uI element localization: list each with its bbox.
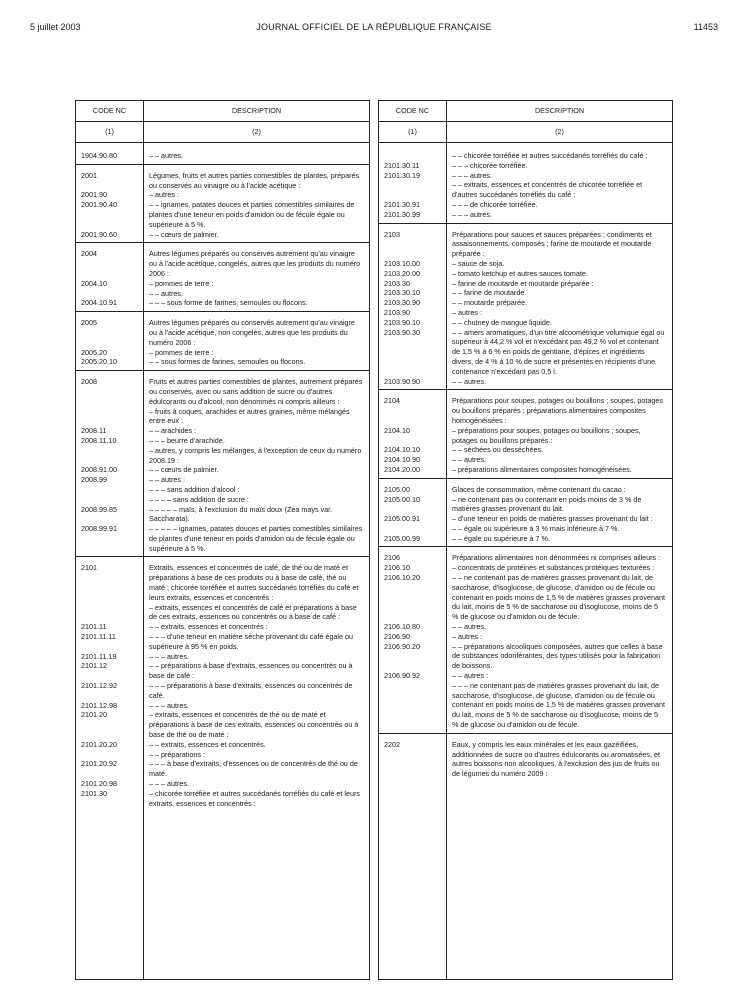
nc-code xyxy=(76,289,141,299)
nc-code: 2101.12.98 xyxy=(81,700,117,710)
col-number-description: (2) xyxy=(252,127,261,136)
description-text: – tomato ketchup et autres sauces tomate. xyxy=(452,268,588,278)
table-row xyxy=(379,279,672,289)
description-text: – – – beurre d'arachide. xyxy=(149,435,225,445)
table-row xyxy=(76,318,369,347)
table-row xyxy=(76,151,369,161)
table-entry xyxy=(76,370,369,556)
header-title: JOURNAL OFFICIEL DE LA RÉPUBLIQUE FRANÇAISE xyxy=(256,22,492,32)
table-row xyxy=(76,426,369,436)
nc-code: 2105.00.91 xyxy=(384,514,420,524)
description-text: – – ne contenant pas de matières grasses provenant du lait, de saccharose, d'isoglucose, de glucose, d'amidon ou de fécule ou contenant en poids moins de 1,5 % de matières grasses provenant du lait, moins de 5 % de saccharose ou d'isoglucose, moins de 5 % de glucose ou d'amidon ou de fécule. xyxy=(452,573,665,622)
description-text: – – séchées ou desséchées. xyxy=(452,445,544,455)
table-row xyxy=(379,740,672,779)
description-text: – – autres. xyxy=(149,151,183,160)
table-row xyxy=(76,661,369,681)
table-number-row xyxy=(76,122,369,143)
nc-code: 2005.20 xyxy=(81,347,107,357)
table-row xyxy=(379,288,672,298)
description-text: – – cœurs de palmier. xyxy=(149,465,219,475)
table-entry xyxy=(379,145,672,223)
table-row xyxy=(76,357,369,367)
table-row xyxy=(76,789,369,809)
page-header xyxy=(30,22,718,36)
description-text: – – extraits, essences et concentrés : xyxy=(149,622,268,632)
description-text: – fruits à coques, arachides et autres graines, même mélangés entre eux : xyxy=(149,406,350,426)
table-row xyxy=(76,622,369,632)
nc-code: 2202 xyxy=(384,739,400,749)
description-text: – – – autres. xyxy=(149,651,189,661)
table-row xyxy=(379,396,672,425)
table-row xyxy=(76,563,369,602)
table-row xyxy=(379,171,672,181)
nc-code xyxy=(379,524,444,534)
nc-code: 2101.30.11 xyxy=(384,160,420,170)
table-entry xyxy=(76,145,369,164)
table-row xyxy=(379,622,672,632)
description-text: – – – préparations à base d'extraits, essences ou concentrés de café. xyxy=(149,681,353,700)
description-text: – – amers aromatiques, d'un titre alcoométrique volumique égal ou supérieur à 44,2 % vol et n'excédant pas 49,2 % vol et contenant de 1,5 % à 6 % en poids de gentiane, d'épices et ingrédients divers, de 4 % à 10 % de sucre et présentés en récipients d'une contenance n'excédant pas 0,5 l. xyxy=(452,327,665,376)
table-entry xyxy=(379,478,672,547)
description-text: – concentrats de protéines et substances protéiques texturées : xyxy=(452,563,655,573)
description-text: Eaux, y compris les eaux minérales et les eaux gazéifiées, additionnées de sucre ou d'autres édulcorants ou aromatisées, et autres boissons non alcooliques, à l'exclusion des jus de fruits ou de légumes du numéro 2009 : xyxy=(452,739,660,779)
nc-code: 2101.11 xyxy=(81,622,107,632)
table-entry xyxy=(379,389,672,477)
nc-code: 2101.12.92 xyxy=(81,681,117,691)
table-row xyxy=(379,485,672,495)
table-row xyxy=(76,632,369,652)
description-text: – – – – – maïs, à l'exclusion du maïs doux (Zea mays var. Saccharata). xyxy=(149,504,333,524)
table-row xyxy=(379,151,672,161)
nc-code: 2101.20 xyxy=(81,710,107,720)
table-row xyxy=(379,259,672,269)
nc-code: 2004.10.91 xyxy=(81,298,117,308)
description-text: – – – chicorée torréfiée. xyxy=(452,160,528,170)
table-row xyxy=(76,495,369,505)
col-header-code: CODE NC xyxy=(92,106,127,115)
col-number-code: (1) xyxy=(408,127,417,136)
description-text: – – – sans addition d'alcool : xyxy=(149,484,240,494)
description-text: Légumes, fruits et autres parties comestibles de plantes, préparés ou conservés au vinaigre ou à l'acide acétique : xyxy=(149,170,360,190)
description-text: – – autres. xyxy=(149,288,183,298)
description-text: – farine de moutarde et moutarde préparée : xyxy=(452,278,594,288)
nc-code: 2104 xyxy=(384,396,400,406)
nc-code: 2008.99.85 xyxy=(81,504,117,514)
nc-code: 2104.20.00 xyxy=(384,464,420,474)
nc-code: 2001.90 xyxy=(81,190,107,200)
header-page-number: 11453 xyxy=(693,22,718,32)
table-row xyxy=(76,465,369,475)
description-text: – – préparations alcooliques composées, autres que celles à base de substances odoriférantes, des types utilisés pour la fabrication de boissons. xyxy=(452,641,663,671)
description-text: – – autres. xyxy=(452,376,486,386)
col-header-description: DESCRIPTION xyxy=(534,106,585,115)
nc-code xyxy=(379,151,444,161)
nc-code: 2005.20.10 xyxy=(81,357,117,367)
description-text: – autres : xyxy=(452,631,482,641)
description-text: – – égale ou supérieure à 3 % mais inférieure à 7 %. xyxy=(452,523,620,533)
col-header-code: CODE NC xyxy=(395,106,430,115)
nc-code: 2103.20.00 xyxy=(384,268,420,278)
description-text: – – – sous forme de farines, semoules ou flocons. xyxy=(149,298,308,308)
description-text: – extraits, essences et concentrés de café et préparations à base de ces extraits, essences ou concentrés ou à base de café : xyxy=(149,602,357,622)
description-text: – – préparations : xyxy=(149,749,205,759)
description-text: – autres : xyxy=(452,307,482,317)
description-text: Fruits et autres parties comestibles de plantes, autrement préparés ou conservés, avec ou sans addition de sucre ou d'autres édulcorants ou d'alcool, non dénommés ni compris ailleurs : xyxy=(149,377,363,406)
table-row xyxy=(76,701,369,711)
nc-code: 2106.10 xyxy=(384,563,410,573)
description-text: Préparations pour sauces et sauces préparées ; condiments et assaisonnements, composés ; farine de moutarde et moutarde préparée : xyxy=(452,229,652,259)
nc-code: 2101.11.19 xyxy=(81,651,117,661)
nc-code: 2106.90.92 xyxy=(384,671,420,681)
description-text: – – autres. xyxy=(452,455,486,465)
table-entry xyxy=(76,242,369,311)
table-row xyxy=(379,180,672,200)
table-row xyxy=(76,759,369,779)
nc-code: 2101.30.19 xyxy=(384,170,420,180)
description-text: – – extraits, essences et concentrés de chicorée torréfiée et d'autres succédanés torréfiés du café : xyxy=(452,180,643,200)
table-row xyxy=(379,445,672,455)
description-text: – – – autres. xyxy=(452,209,492,219)
nc-code: 2103.30.10 xyxy=(384,288,420,298)
table-row xyxy=(379,465,672,475)
description-text: – – chutney de mangue liquide. xyxy=(452,317,552,327)
left-entries xyxy=(76,145,369,811)
nc-code: 2101.11.11 xyxy=(81,632,116,642)
table-row xyxy=(379,553,672,563)
description-text: – – autres : xyxy=(149,475,185,485)
nc-code: 2101.30 xyxy=(81,788,107,798)
description-text: – – arachides : xyxy=(149,426,197,436)
description-text: Autres légumes préparés ou conservés autrement qu'au vinaigre ou à l'acide acétique, non congelés, autres que les produits du numéro 2006 : xyxy=(149,318,355,347)
table-entry xyxy=(76,164,369,243)
description-text: – préparations alimentaires composites homogénéisées. xyxy=(452,464,632,474)
nc-code: 2001 xyxy=(81,170,97,180)
table-row xyxy=(76,681,369,701)
nc-code xyxy=(379,681,444,730)
table-row xyxy=(76,289,369,299)
table-row xyxy=(76,377,369,406)
description-text: – – extraits, essences et concentrés. xyxy=(149,739,266,749)
table-row xyxy=(76,190,369,200)
table-row xyxy=(76,279,369,289)
nc-code: 2008 xyxy=(81,377,97,387)
table-row xyxy=(379,671,672,681)
nc-code: 2106.90.20 xyxy=(384,641,420,651)
table-header-row xyxy=(76,101,369,122)
nc-code: 2101.20.20 xyxy=(81,739,117,749)
nc-code: 2105.00 xyxy=(384,484,410,494)
nc-code: 2106.90 xyxy=(384,631,410,641)
description-text: – – cœurs de palmier. xyxy=(149,229,219,239)
description-text: – ne contenant pas ou contenant en poids moins de 3 % de matières grasses provenant du lait. xyxy=(452,494,642,514)
table-row xyxy=(379,642,672,671)
table-row xyxy=(76,446,369,466)
col-header-description: DESCRIPTION xyxy=(231,106,282,115)
description-text: – – – – sans addition de sucre : xyxy=(149,494,249,504)
description-text: – – – – – ignames, patates douces et parties comestibles similaires de plantes d'une teneur en poids d'amidon ou de fécule égale ou supérieure à 5 %. xyxy=(149,524,363,553)
table-entry xyxy=(379,546,672,732)
nc-code: 2001.90.60 xyxy=(81,229,117,239)
nc-code: 2105.00.99 xyxy=(384,533,420,543)
table-row xyxy=(76,779,369,789)
table-row xyxy=(76,750,369,760)
col-number-description: (2) xyxy=(555,127,564,136)
description-text: – – – d'une teneur en matière sèche provenant du café égale ou supérieure à 95 % en poids. xyxy=(149,632,353,651)
table-row xyxy=(379,269,672,279)
description-text: – – autres. xyxy=(452,622,486,632)
description-text: – chicorée torréfiée et autres succédanés torréfiés du café et leurs extraits, essences et concentrés : xyxy=(149,788,360,808)
description-text: – pommes de terre : xyxy=(149,278,214,288)
description-text: Préparations pour soupes, potages ou bouillons ; soupes, potages ou bouillons préparés ; préparations alimentaires composites homogénéisées : xyxy=(452,396,663,425)
nc-code: 2106 xyxy=(384,553,400,563)
nc-code: 2004 xyxy=(81,249,97,259)
table-row xyxy=(76,348,369,358)
nc-code: 2101.20.92 xyxy=(81,759,117,769)
description-text: – d'une teneur en poids de matières grasses provenant du lait : xyxy=(452,514,653,524)
nc-code: 2008.99.91 xyxy=(81,524,117,534)
table-row xyxy=(379,200,672,210)
description-text: – – autres : xyxy=(452,671,488,681)
table-row xyxy=(379,230,672,259)
table-row xyxy=(76,407,369,427)
table-row xyxy=(76,524,369,553)
nc-code: 2101.30.99 xyxy=(384,209,420,219)
nc-code xyxy=(76,446,141,466)
nc-code xyxy=(76,603,141,623)
nc-code: 2103.90.10 xyxy=(384,317,420,327)
table-header-row xyxy=(379,101,672,122)
nc-code: 2104.10.10 xyxy=(384,445,420,455)
table-number-row xyxy=(379,122,672,143)
table-row xyxy=(379,573,672,622)
description-text: – – farine de moutarde. xyxy=(452,288,527,298)
table-row xyxy=(379,455,672,465)
description-text: Préparations alimentaires non dénommées ni comprises ailleurs : xyxy=(452,553,661,563)
description-text: – autres : xyxy=(149,190,179,200)
table-row xyxy=(76,505,369,525)
table-row xyxy=(379,681,672,730)
table-row xyxy=(76,200,369,229)
table-row xyxy=(379,210,672,220)
table-row xyxy=(379,328,672,377)
nc-code xyxy=(76,407,141,427)
nc-code: 2104.10 xyxy=(384,425,410,435)
col-number-code: (1) xyxy=(105,127,114,136)
description-text: – – moutarde préparée. xyxy=(452,298,528,308)
nc-code: 2103.90 xyxy=(384,307,410,317)
nc-code xyxy=(76,495,141,505)
table-entry xyxy=(379,733,672,782)
description-text: – préparations pour soupes, potages ou bouillons ; soupes, potages ou bouillons préparés : xyxy=(452,425,641,445)
description-text: – – – autres. xyxy=(149,779,189,789)
header-date: 5 juillet 2003 xyxy=(30,22,81,32)
table-row xyxy=(76,652,369,662)
nc-code: 2101 xyxy=(81,563,97,573)
nc-code: 2008.91.00 xyxy=(81,465,117,475)
table-row xyxy=(379,514,672,524)
description-text: – – – à base d'extraits, d'essences ou de concentrés de thé ou de maté. xyxy=(149,759,358,779)
nc-code: 2106.10.80 xyxy=(384,622,420,632)
description-text: – extraits, essences et concentrés de thé ou de maté et préparations à base de ces extraits, essences ou concentrés ou à base de thé ou de maté : xyxy=(149,710,359,740)
description-text: – – égale ou supérieure à 7 %. xyxy=(452,533,550,543)
nc-code: 2103 xyxy=(384,229,400,239)
right-table xyxy=(378,100,673,980)
description-text: – – – autres. xyxy=(149,700,189,710)
table-row xyxy=(76,475,369,485)
table-entry xyxy=(379,223,672,390)
table-row xyxy=(379,524,672,534)
nc-code: 2008.11.10 xyxy=(81,435,117,445)
nc-code xyxy=(76,750,141,760)
nc-code: 2101.30.91 xyxy=(384,199,420,209)
table-row xyxy=(76,485,369,495)
table-row xyxy=(379,534,672,544)
nc-code: 2008.11 xyxy=(81,426,107,436)
description-text: – – – ne contenant pas de matières grasses provenant du lait, de saccharose, d'isoglucose, de glucose, d'amidon ou de fécule ou contenant en poids moins de 1,5 % de matières grasses provenant du lait, moins de 5 % de saccharose ou d'isoglucose, moins de 5 % de glucose ou d'amidon ou de fécule. xyxy=(452,680,665,730)
table-row xyxy=(76,710,369,739)
table-row xyxy=(379,426,672,446)
table-row xyxy=(379,298,672,308)
description-text: Autres légumes préparés ou conservés autrement qu'au vinaigre ou à l'acide acétique, congelés, autres que les produits du numéro 2006 : xyxy=(149,249,361,278)
table-row xyxy=(76,171,369,191)
table-row xyxy=(76,230,369,240)
description-text: – – préparations à base d'extraits, essences ou concentrés ou à base de café : xyxy=(149,661,353,681)
nc-code: 2103.30.90 xyxy=(384,298,420,308)
table-row xyxy=(76,249,369,278)
nc-code: 2103.10.00 xyxy=(384,258,420,268)
description-text: – – – de chicorée torréfiée. xyxy=(452,199,538,209)
description-text: – – chicorée torréfiée et autres succédanés torréfiés du café : xyxy=(452,151,648,160)
nc-code: 2101.20.98 xyxy=(81,779,117,789)
table-row xyxy=(379,318,672,328)
table-row xyxy=(379,495,672,515)
nc-code xyxy=(76,485,141,495)
table-row xyxy=(76,436,369,446)
nc-code: 2103.90.30 xyxy=(384,327,420,337)
nc-code: 2101.12 xyxy=(81,661,107,671)
description-text: – – sous formes de farines, semoules ou flocons. xyxy=(149,357,306,367)
nc-code: 2104.10.90 xyxy=(384,455,420,465)
table-row xyxy=(76,298,369,308)
nc-code: 2008.99 xyxy=(81,475,107,485)
table-row xyxy=(379,161,672,171)
table-row xyxy=(379,632,672,642)
description-text: – autres, y compris les mélanges, à l'exception de ceux du numéro 2008.19 : xyxy=(149,445,362,465)
right-entries xyxy=(379,145,672,782)
table-row xyxy=(76,603,369,623)
nc-code: 2004.10 xyxy=(81,278,107,288)
nc-code: 2105.00.10 xyxy=(384,494,420,504)
table-entry xyxy=(76,311,369,370)
description-text: – sauce de soja. xyxy=(452,258,505,268)
description-text: Glaces de consommation, même contenant du cacao : xyxy=(452,484,626,494)
table-row xyxy=(76,740,369,750)
nc-code: 2106.10.20 xyxy=(384,573,420,583)
nc-code xyxy=(379,180,444,200)
description-text: – – – autres. xyxy=(452,170,492,180)
nc-code: 2005 xyxy=(81,318,97,328)
nc-code: 2103.90.90 xyxy=(384,376,420,386)
description-text: – – ignames, patates douces et parties comestibles similaires de plantes d'une teneur en poids d'amidon ou de fécule égale ou supérieure à 5 %. xyxy=(149,200,355,229)
nc-code: 2001.90.40 xyxy=(81,200,117,210)
table-row xyxy=(379,308,672,318)
description-text: – pommes de terre : xyxy=(149,347,214,357)
table-row xyxy=(379,563,672,573)
nc-code: 1904.90.80 xyxy=(81,151,117,160)
left-table xyxy=(75,100,370,980)
table-entry xyxy=(76,556,369,811)
table-row xyxy=(379,377,672,387)
description-text: Extraits, essences et concentrés de café, de thé ou de maté et préparations à base de ces produits ou à base de café, thé ou maté ; chicorée torréfiée et autres succédanés torréfiés du café et leurs extraits, essences et concentrés : xyxy=(149,563,359,602)
nc-code: 2103.30 xyxy=(384,278,410,288)
